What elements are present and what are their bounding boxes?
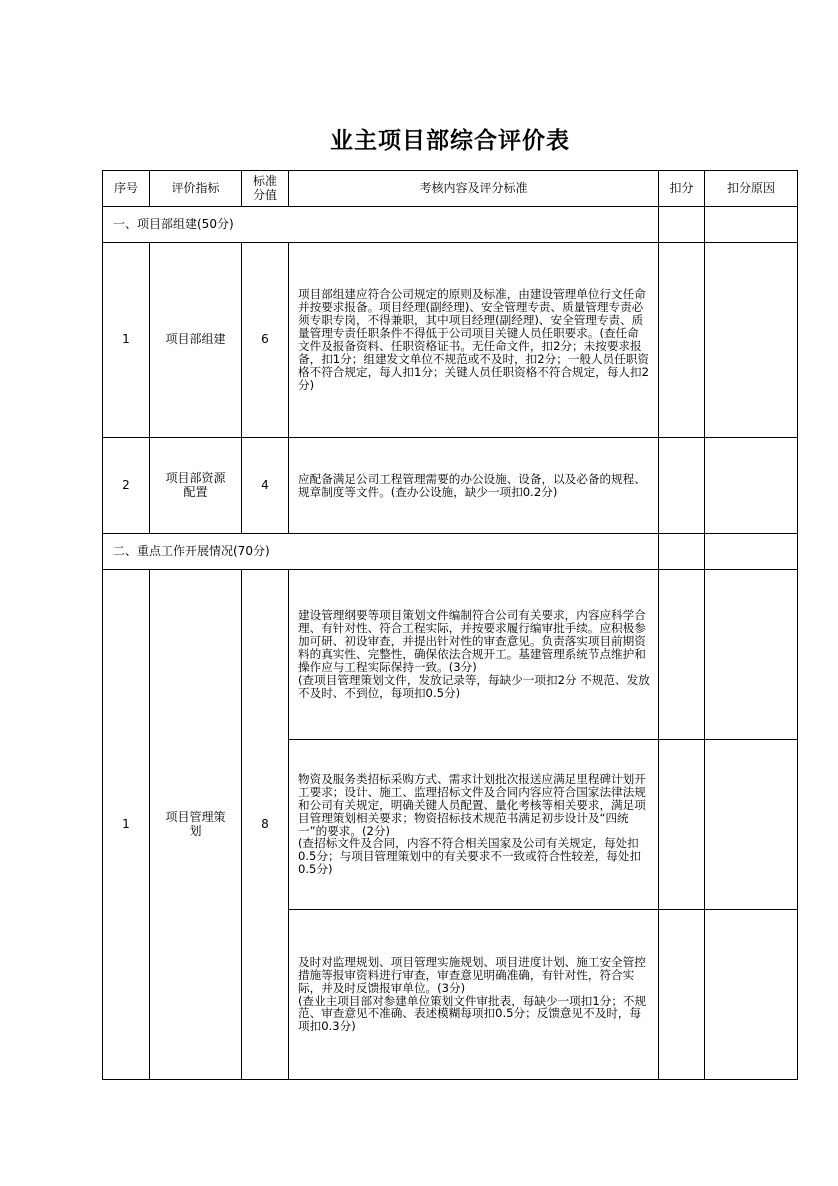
criteria-text: 建设管理纲要等项目策划文件编制符合公司有关要求，内容应科学合理、有针对性、符合工程实际，并按要求履行编审批手续。应积极参加可研、初设审查，并提出针对性的审查意见。负责落实项目前期资料的真实性、完整性，确保依法合规开工。基建管理系统节点维护和操作应与工程实际保持一致。(3分) <box>298 608 646 674</box>
seq-cell: 1 <box>103 570 150 1080</box>
header-seq: 序号 <box>103 171 150 207</box>
reason-cell[interactable] <box>705 243 798 438</box>
criteria-cell <box>289 570 659 740</box>
criteria-note: (查项目管理策划文件，发放记录等，每缺少一项扣2分 不规范、发放不及时、不到位，每项扣0.5分) <box>298 672 650 700</box>
header-criteria: 考核内容及评分标准 <box>289 171 659 207</box>
section-row <box>103 207 798 243</box>
criteria-cell: 应配备满足公司工程管理需要的办公设施、设备，以及必备的规程、规章制度等文件。(查办公设施，缺少一项扣0.2分) <box>289 438 659 534</box>
deduct-cell[interactable] <box>659 534 705 570</box>
criteria-note: (查业主项目部对参建单位策划文件审批表，每缺少一项扣1分；不规范、审查意见不准确、表述模糊每项扣0.5分；反馈意见不及时，每项扣0.3分) <box>298 993 647 1034</box>
criteria-cell: 项目部组建应符合公司规定的原则及标准，由建设管理单位行文任命并按要求报备。项目经理(副经理)、安全管理专责、质量管理专责必须专职专岗，不得兼职，其中项目经理(副经理)、安全管理专责、质量管理专责任职条件不得低于公司项目关键人员任职要求。(查任命文件及报备资料、任职资格证书。无任命文件，扣2分；未按要求报备，扣1分；组建发文单位不规范或不及时，扣2分；一般人员任职资格不符合规定，每人扣1分；关键人员任职资格不符合规定，每人扣2分) <box>289 243 659 438</box>
reason-cell[interactable] <box>705 207 798 243</box>
section-label: 一、项目部组建(50分) <box>103 207 659 243</box>
score-cell: 8 <box>242 570 289 1080</box>
reason-cell[interactable] <box>705 438 798 534</box>
deduct-cell[interactable] <box>659 910 705 1080</box>
criteria-text: 及时对监理规划、项目管理实施规划、项目进度计划、施工安全管控措施等报审资料进行审查，审查意见明确准确，有针对性，符合实际，并及时反馈报审单位。(3分) <box>298 954 646 995</box>
indicator-cell: 项目部组建 <box>150 243 242 438</box>
table-row <box>103 438 798 534</box>
table-row <box>103 243 798 438</box>
criteria-text: 物资及服务类招标采购方式、需求计划批次报送应满足里程碑计划开工要求；设计、施工、监理招标文件及合同内容应符合国家法律法规和公司有关规定，明确关键人员配置、量化考核等相关要求，满足项目管理策划相关要求；物资招标技术规范书满足初步设计及“四统一”的要求。(2分) <box>298 771 646 838</box>
deduct-cell[interactable] <box>659 740 705 910</box>
section-row <box>103 534 798 570</box>
deduct-cell[interactable] <box>659 570 705 740</box>
header-row <box>103 171 798 207</box>
evaluation-table <box>102 170 798 1080</box>
page-title: 业主项目部综合评价表 <box>330 128 570 154</box>
seq-cell: 2 <box>103 438 150 534</box>
deduct-cell[interactable] <box>659 438 705 534</box>
score-cell: 4 <box>242 438 289 534</box>
criteria-cell <box>289 740 659 910</box>
criteria-note: (查招标文件及合同，内容不符合相关国家及公司有关规定，每处扣0.5分；与项目管理策划中的有关要求不一致或符合性较差，每处扣0.5分) <box>298 836 642 877</box>
indicator-cell: 项目管理策划 <box>150 570 242 1080</box>
header-reason: 扣分原因 <box>705 171 798 207</box>
indicator-cell: 项目部资源配置 <box>150 438 242 534</box>
header-indicator: 评价指标 <box>150 171 242 207</box>
reason-cell[interactable] <box>705 910 798 1080</box>
score-cell: 6 <box>242 243 289 438</box>
reason-cell[interactable] <box>705 534 798 570</box>
reason-cell[interactable] <box>705 570 798 740</box>
deduct-cell[interactable] <box>659 243 705 438</box>
seq-cell: 1 <box>103 243 150 438</box>
criteria-cell <box>289 910 659 1080</box>
header-score: 标准分值 <box>242 171 289 207</box>
table-row <box>103 570 798 740</box>
deduct-cell[interactable] <box>659 207 705 243</box>
reason-cell[interactable] <box>705 740 798 910</box>
section-label: 二、重点工作开展情况(70分) <box>103 534 659 570</box>
header-deduct: 扣分 <box>659 171 705 207</box>
